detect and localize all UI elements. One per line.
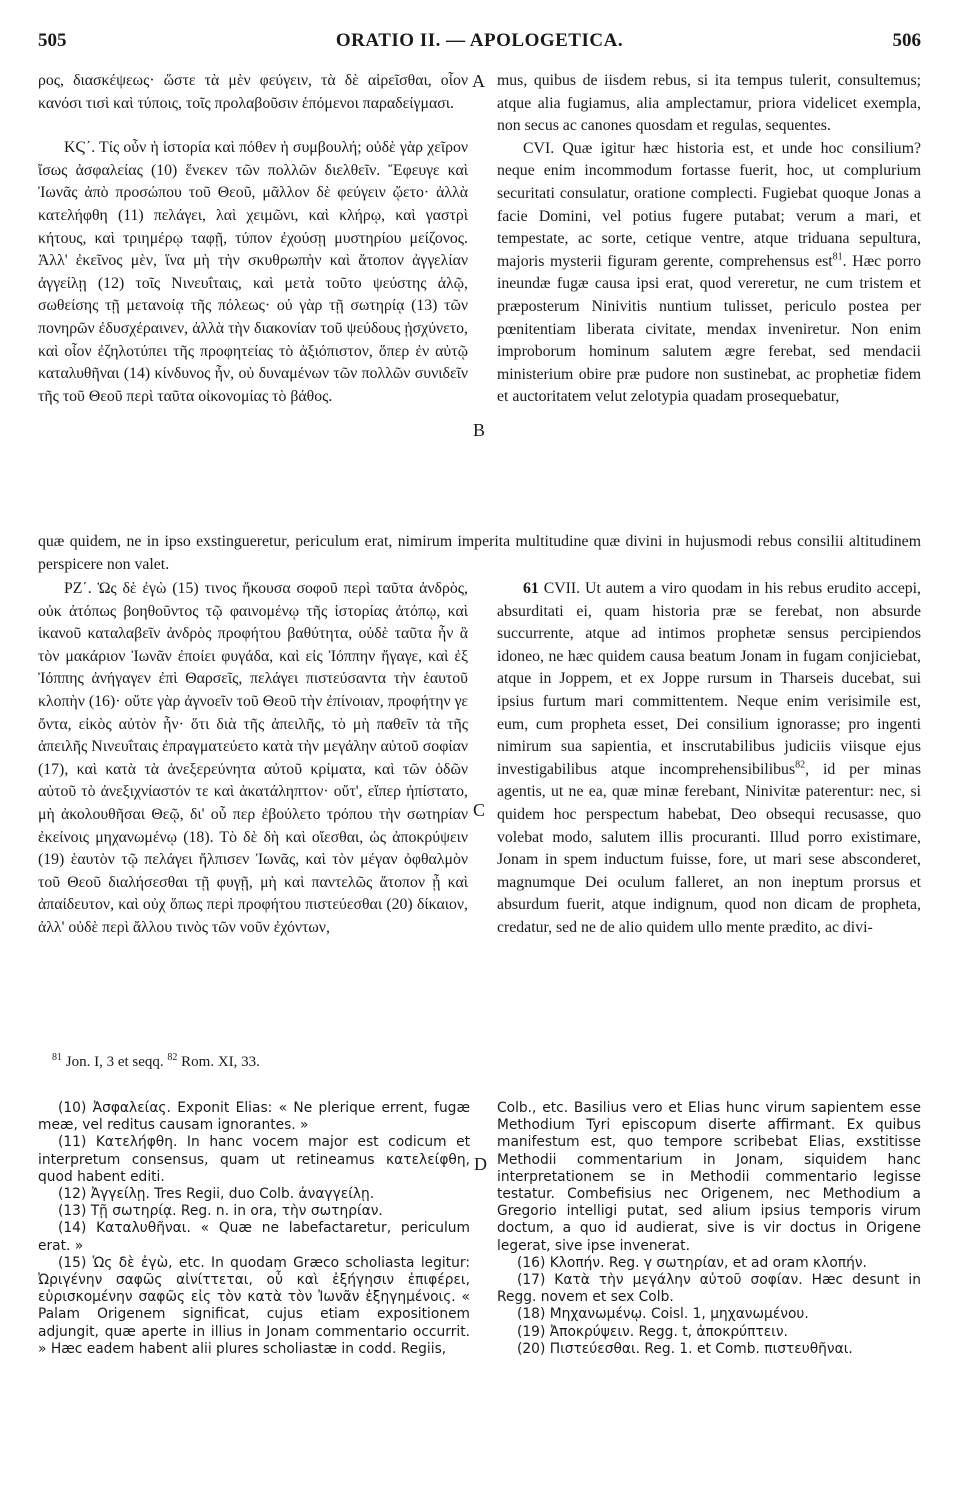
footnote-number: 81: [52, 1052, 62, 1063]
latin-paragraph: [497, 578, 921, 940]
note: (20) Πιστεύεσθαι. Reg. 1. et Comb. πιστευθῆναι.: [517, 1340, 853, 1357]
footnote-ref: 81: [832, 251, 843, 263]
note: (15) Ὡς δὲ ἐγὼ, etc. In quodam Græco scholiasta legitur: Ὠριγένην σαφῶς αἰνίττεται, οὗ καὶ ἐξήγησιν ἐπιφέρει, εὑρισκομένην σαφῶς εἰς τὸν κατὰ τὸν Ἰωνᾶν ἐξηγημένοις. « Palam Origenem significat, cujus etiam expositionem adjungit, quæ aperte in illius in Jonam commentario occurrit. » Hæc eadem habent alii plures scholiastæ in codd. Regiis,: [38, 1254, 470, 1357]
notes-column-left: [38, 1100, 470, 1358]
note: (14) Καταλυθῆναι. « Quæ ne labefactaretur, periculum erat. »: [38, 1220, 470, 1254]
note: (10) Ἀσφαλείας. Exponit Elias: « Ne plerique errent, fugæ meæ, vel reditus causam ignorantes. »: [38, 1100, 470, 1134]
running-head: [38, 30, 921, 58]
note: (16) Κλοπήν. Reg. γ σωτηρίαν, et ad oram κλοπήν.: [517, 1254, 867, 1271]
latin-text: CVII. Ut autem a viro quodam in his rebus erudito accepi, absurditati ei, quam historia præ se ferebat, non absurde succurrente, atque ad intimos prophetæ sensus percipiendos idoneo, ne hæc quidem causa beatum Jonam in fugam conjiciebat, atque in Joppem, et ex Joppe rursum in Tharseis ducebat, sui ipsius furtum mari committentem. Neque enim verisimile est, eum, cum propheta esset, Dei consilium ignorasse; pro ingenti nimirum sua sapientia, et inscrutabilibus judiciis viisque ejus investigabilibus atque incomprehensibilibus: [497, 580, 921, 778]
greek-paragraph: ΚϚ΄. Τίς οὖν ἡ ἱστορία καὶ πόθεν ἡ συμβουλή; οὐδὲ γὰρ χεῖρον ἴσως ἀσφαλείας (10) ἕνεκεν τῶν πολλῶν διελθεῖν. Ἔφευγε καὶ Ἰωνᾶς ἀπὸ προσώπου τοῦ Θεοῦ, μᾶλλον δὲ φεύγειν ᾤετο· ἀλλὰ κατελήφθη (11) πελάγει, λαὶ χειμῶνι, καὶ κλήρῳ, καὶ γαστρὶ κήτους, καὶ τριημέρῳ ταφῇ, τύπον ἐχούσῃ μυστηρίου μείζονος. Ἀλλ' ἐκεῖνος μὲν, ἵνα μὴ τὴν σκυθρωπὴν καὶ ἄτοπον ἀγγελίαν ἀγγείλῃ (12) τοῖς Νινευΐταις, καὶ μετὰ τοῦτο ψεύστης ἁλῷ, σωθείσης τῇ μετανοίᾳ τῆς πόλεως· οὐ γὰρ τῇ σωτηρίᾳ (13) τῶν πονηρῶν ἐδυσχέραινεν, ἀλλὰ τὴν διακονίαν τοῦ ψεύδους ᾐσχύνετο, καὶ οἷον ἐζηλοτύπει τῆς προφητείας τὸ ἀξιόπιστον, ὅπερ ἐν αὐτῷ καταλυθῆναι (14) κίνδυνος ἦν, οὐ δυναμένων τῶν πολλῶν συνιδεῖν τῆς τοῦ Θεοῦ περὶ ταῦτα οἰκονομίας τὸ βάθος.: [38, 139, 468, 405]
section-marker-c: C: [473, 800, 486, 820]
footnote-text: Jon. I, 3 et seqq.: [62, 1054, 168, 1070]
scripture-references: [52, 1054, 260, 1071]
section-marker-b: B: [473, 420, 486, 440]
greek-column-bottom: [38, 578, 468, 940]
page-number-right: 506: [892, 30, 921, 51]
notes-column-right: [497, 1100, 921, 1358]
section-marker-d: D: [474, 1154, 487, 1174]
note: Colb., etc. Basilius vero et Elias hunc virum sapientem esse Methodium Tyri episcopum diserte affirmant. Ex quibus manifestum est, quo tempore scribebat Elias, exstitisse Methodii commentarium in Jonam, siquidem hanc interpretationem se in Methodii commentario legisse testatur. Combefisius nec Origenem, nec Methodium a Gregorio intelligi putat, sed alium ipsius temporis virum doctum, a quo id audierat, sive is vir doctus in Origene legerat, sive ipse invenerat.: [497, 1100, 921, 1254]
note: (11) Κατελήφθη. In hanc vocem major est codicum et interpretum consensus, quam ut retineamus κατελείφθη, quod habent editi.: [38, 1134, 470, 1185]
latin-paragraph: [497, 138, 921, 409]
note: (18) Μηχανωμένῳ. Coisl. 1, μηχανωμένου.: [517, 1306, 809, 1323]
latin-column-top: [497, 70, 921, 409]
note: (19) Ἀποκρύψειν. Regg. t, ἀποκρύπτειν.: [517, 1323, 788, 1340]
footnote-ref: 82: [795, 759, 806, 771]
footnote-number: 82: [167, 1052, 178, 1063]
latin-text: , id per minas agentis, ut ne ea, quæ minæ ferebant, Ninivitæ paterentur: nec, si quidem hoc perspectum habebat, Deo obsequi recusasse, quo volebat modo, salutem illis procuranti. Illud porro existimare, Jonam in spem inductum fuisse, fore, ut mari sese absconderet, magnumque Dei oculum falleret, an non ineptum prorsus et absurdum fuerit, atque indignum, quod non dicam de propheta, credatur, sed ne de alio quidem ullo mente prædito, ac divi-: [497, 760, 921, 936]
latin-paragraph: mus, quibus de iisdem rebus, si ita tempus tulerit, consultemus; atque alia fugiamus, alia amplectamur, priora videlicet exempla, non secus ac canones quosdam et regulas, sequentes.: [497, 72, 921, 135]
page-number-left: 505: [38, 30, 67, 51]
greek-paragraph: ΡΖ΄. Ὡς δὲ ἐγὼ (15) τινος ἤκουσα σοφοῦ περὶ ταῦτα ἀνδρὸς, οὐκ ἀτόπως βοηθοῦντος τῷ φαινομένῳ τῆς ἱστορίας ἀτόπῳ, καὶ ἱκανοῦ καταλαβεῖν ἀνδρὸς προφήτου βαθύτητα, οὐδὲ ταῦτα ἦν ἃ τὸν μακάριον Ἰωνᾶν ἐποίει φυγάδα, καὶ εἰς Ἰόππην ἤγαγε, καὶ ἐξ Ἰόππης ἀνήγαγεν ἐπὶ Θαρσεῖς, πελάγει πιστεύσαντα τὴν ἑαυτοῦ κλοπὴν (16)· οὔτε γὰρ ἀγνοεῖν τοῦ Θεοῦ τὴν ἐπίνοιαν, προφήτην γε ὄντα, εἰκὸς αὐτὸν ἦν· ὅτι διὰ τῆς ἀπειλῆς, τὸ μὴ παθεῖν τὰ τῆς ἀπειλῆς Νινευΐταις ἐπραγματεύετο κατὰ τὴν μεγάλην αὐτοῦ σοφίαν (17), καὶ κατὰ τὰ ἀνεξερεύνητα αὐτοῦ κρίματα, καὶ τῶν ὁδῶν αὐτοῦ τὸ ἀνεξιχνίαστόν τε καὶ ἀκατάληπτον· οὔτ', εἴπερ ἠπίστατο, μὴ ἀκολουθῆσαι Θεῷ, δι' οὗ περ ἐβούλετο τρόπου τὴν σωτηρίαν ἐκείνοις μηχανωμένῳ (18). Τὸ δὲ δὴ καὶ οἴεσθαι, ὡς ἀποκρύψειν (19) ἑαυτὸν τῷ πελάγει ἤλπισεν Ἰωνᾶς, καὶ τὸν μέγαν ὀφθαλμὸν τοῦ Θεοῦ διαλήσεσθαι τῇ φυγῇ, μὴ καὶ παντελῶς ἄτοπον ᾖ καὶ ἀπαίδευτον, καὶ οὐχ ὅπως περὶ προφήτου πιστεύεσθαι (20) δίκαιον, ἀλλ' οὐδὲ περὶ ἄλλου τινὸς τῶν νοῦν ἐχόντων,: [38, 580, 468, 936]
latin-column-bottom: [497, 578, 921, 940]
column-number: 61: [523, 580, 539, 597]
note: (17) Κατὰ τὴν μεγάλην αὐτοῦ σοφίαν. Hæc desunt in Regg. novem et sex Colb.: [497, 1272, 921, 1306]
greek-paragraph: ρος, διασκέψεως· ὥστε τὰ μὲν φεύγειν, τὰ δὲ αἱρεῖσθαι, οἷον κανόσι τισὶ καὶ τύποις, τοῖς προλαβοῦσιν ἑπόμενοι παραδείγμασι.: [38, 72, 468, 112]
footnote-text: Rom. XI, 33.: [177, 1054, 260, 1070]
greek-column-top: [38, 70, 468, 408]
page-title: ORATIO II. — APOLOGETICA.: [335, 30, 624, 51]
note: (12) Ἀγγείλῃ. Tres Regii, duo Colb. ἀναγγείλῃ.: [58, 1186, 375, 1203]
latin-text: . Hæc porro ineundæ fugæ causa ipsi erat, quod vereretur, ne cum tristem et præposterum Ninivitis nuntium tulisset, periculo postea per pœnitentiam liberata civitate, mendax inveniretur. Non enim improborum hominum salutem ægre ferebat, sed mendacii ministerium obire præ pudore non sustinebat, ac prophetiæ fidem et auctoritatem velut zelotypia quadam prosequebatur,: [497, 252, 921, 406]
note: (13) Τῇ σωτηρίᾳ. Reg. n. in ora, τὴν σωτηρίαν.: [58, 1203, 383, 1220]
full-width-line: quæ quidem, ne in ipso exstingueretur, periculum erat, nimirum imperita multitudine quæ divini in hujusmodi rebus consilii altitudinem perspicere non valet.: [38, 533, 921, 573]
latin-text: CVI. Quæ igitur hæc historia est, et unde hoc consilium? neque enim incommodum fortasse fuerit, hoc, ut complurium securitati consulatur, oratione complecti. Fugiebat quoque Jonas a facie Domini, vel potius fugere putabat; verum a mari, et tempestate, ac sorte, cetique ventre, atque triduana sepultura, majoris mysterii figuram gerente, comprehensus est: [497, 139, 921, 270]
section-marker-a: A: [472, 71, 485, 91]
